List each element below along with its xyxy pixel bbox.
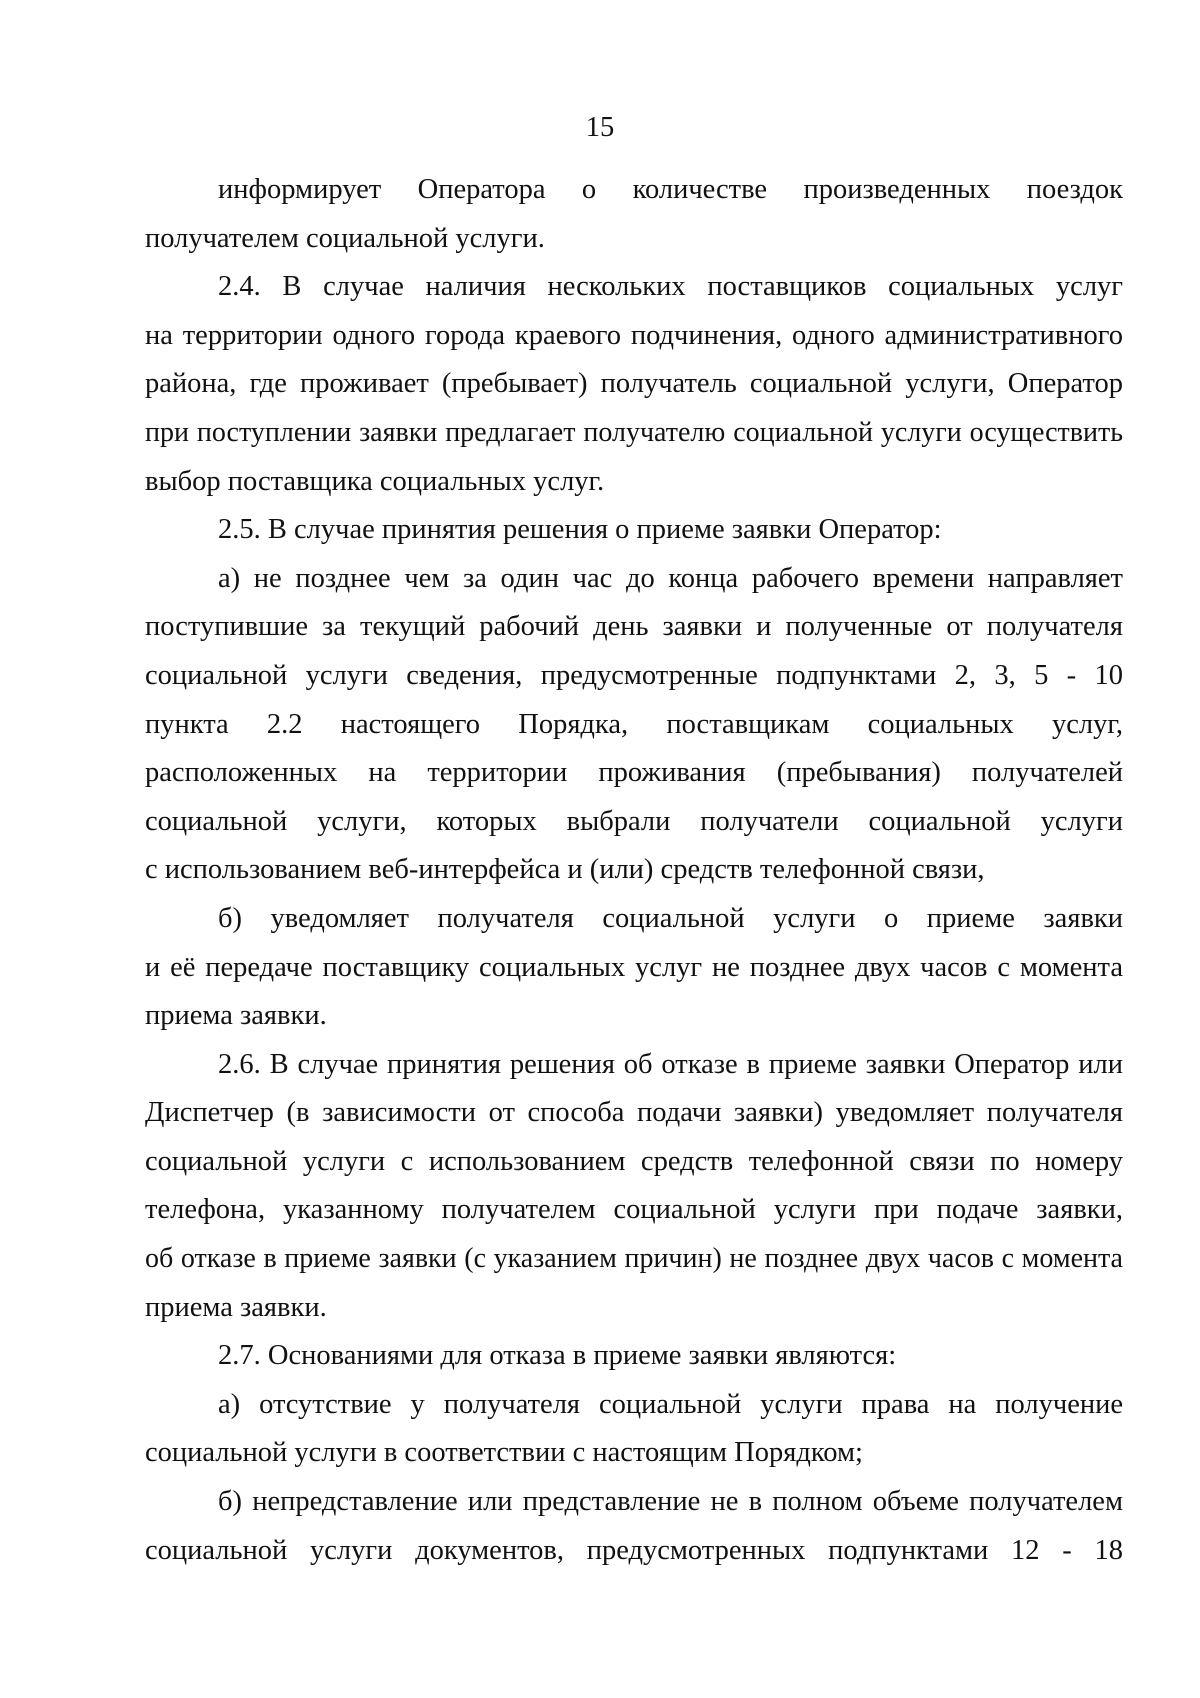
text-line: а) не позднее чем за один час до конца рабочего времени направляет [218,562,1123,594]
text-line: 2.4. В случае наличия нескольких поставщиков социальных услуг [218,271,1123,303]
text-line: об отказе в приеме заявки (с указанием причин) не позднее двух часов с момента [145,1243,1123,1275]
text-line: а) отсутствие у получателя социальной услуги права на получение [218,1388,1123,1420]
text-line: 2.5. В случае принятия решения о приеме заявки Оператор: [218,514,942,546]
text-line: 2.6. В случае принятия решения об отказе в приеме заявки Оператор или [218,1048,1123,1080]
text-line: приема заявки. [145,1000,327,1032]
text-line: социальной услуги, которых выбрали получатели социальной услуги [145,805,1123,837]
text-line: получателем социальной услуги. [145,222,545,254]
text-line: социальной услуги документов, предусмотренных подпунктами 12 - 18 [145,1534,1123,1566]
text-line: пункта 2.2 настоящего Порядка, поставщикам социальных услуг, [145,708,1123,740]
text-line: телефона, указанному получателем социальной услуги при подаче заявки, [145,1194,1123,1226]
document-body [145,166,1123,1575]
text-line: Диспетчер (в зависимости от способа подачи заявки) уведомляет получателя [145,1097,1123,1129]
text-line: б) уведомляет получателя социальной услуги о приеме заявки [218,902,1123,934]
text-line: на территории одного города краевого подчинения, одного административного [145,319,1123,351]
text-line: 2.7. Основаниями для отказа в приеме заявки являются: [218,1340,897,1372]
text-line: при поступлении заявки предлагает получателю социальной услуги осуществить [145,416,1123,448]
text-line: выбор поставщика социальных услуг. [145,465,605,497]
text-line: расположенных на территории проживания (пребывания) получателей [145,757,1123,789]
text-line: и её передаче поставщику социальных услуг не позднее двух часов с момента [145,951,1123,983]
text-line: приема заявки. [145,1291,327,1323]
text-line: социальной услуги с использованием средств телефонной связи по номеру [145,1145,1123,1177]
text-line: социальной услуги сведения, предусмотренные подпунктами 2, 3, 5 - 10 [145,659,1123,691]
text-line: района, где проживает (пребывает) получатель социальной услуги, Оператор [145,368,1123,400]
page-number: 15 [585,112,615,143]
text-line: информирует Оператора о количестве произведенных поездок [218,174,1123,205]
text-line: поступившие за текущий рабочий день заявки и полученные от получателя [145,611,1123,643]
text-line: с использованием веб-интерфейса и (или) средств телефонной связи, [145,854,985,886]
text-line: социальной услуги в соответствии с настоящим Порядком; [145,1437,863,1469]
text-line: б) непредставление или представление не в полном объеме получателем [218,1486,1123,1518]
